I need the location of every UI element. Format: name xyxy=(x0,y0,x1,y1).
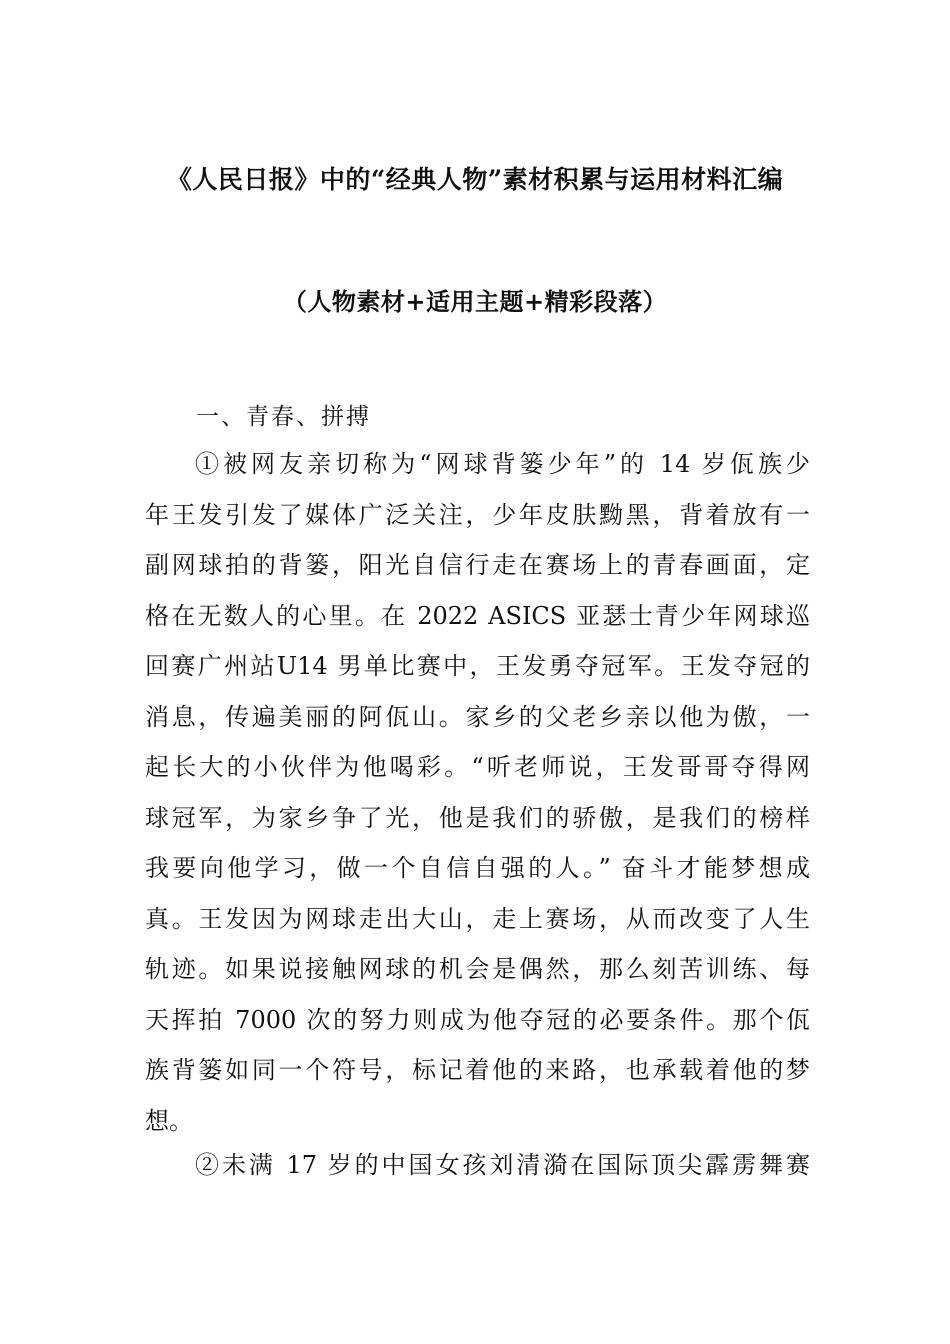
paragraph-line: 起长大的小伙伴为他喝彩。“听老师说，王发哥哥夺得网 xyxy=(145,753,810,781)
paragraph-1 xyxy=(145,449,810,1156)
document-subtitle: （人物素材+适用主题+精彩段落） xyxy=(282,287,668,316)
paragraph-line: 消息，传遍美丽的阿佤山。家乡的父老乡亲以他为傲，一 xyxy=(145,702,810,731)
paragraph-line: 想。 xyxy=(145,1106,193,1135)
paragraph-line: 真。王发因为网球走出大山，走上赛场，从而改变了人生 xyxy=(145,904,810,933)
paragraph-line: 球冠军，为家乡争了光，他是我们的骄傲，是我们的榜样 xyxy=(145,803,810,832)
paragraph-line: 年王发引发了媒体广泛关注，少年皮肤黝黑，背着放有一 xyxy=(145,500,810,529)
document-title: 《人民日报》中的“经典人物”素材积累与运用材料汇编 xyxy=(166,165,784,194)
paragraph-line: 族背篓如同一个符号，标记着他的来路，也承载着他的梦 xyxy=(145,1056,810,1084)
paragraph-line: 天挥拍 7000 次的努力则成为他夺冠的必要条件。那个佤 xyxy=(145,1005,810,1034)
paragraph-line: 轨迹。如果说接触网球的机会是偶然，那么刻苦训练、每 xyxy=(145,955,810,983)
paragraph-2 xyxy=(145,1150,810,1201)
paragraph-line: 格在无数人的心里。在 2022 ASICS 亚瑟士青少年网球巡 xyxy=(145,601,810,630)
paragraph-line: 回赛广州站U14 男单比赛中，王发勇夺冠军。王发夺冠的 xyxy=(145,652,810,680)
paragraph-line: ②未满 17 岁的中国女孩刘清漪在国际顶尖霹雳舞赛 xyxy=(195,1151,810,1179)
paragraph-line: 副网球拍的背篓，阳光自信行走在赛场上的青春画面，定 xyxy=(145,551,810,579)
paragraph-line: ①被网友亲切称为“网球背篓少年”的 14 岁佤族少 xyxy=(195,450,810,478)
section-heading: 一、青春、拼搏 xyxy=(196,404,371,430)
paragraph-line: 我要向他学习，做一个自信自强的人。” 奋斗才能梦想成 xyxy=(145,854,810,882)
